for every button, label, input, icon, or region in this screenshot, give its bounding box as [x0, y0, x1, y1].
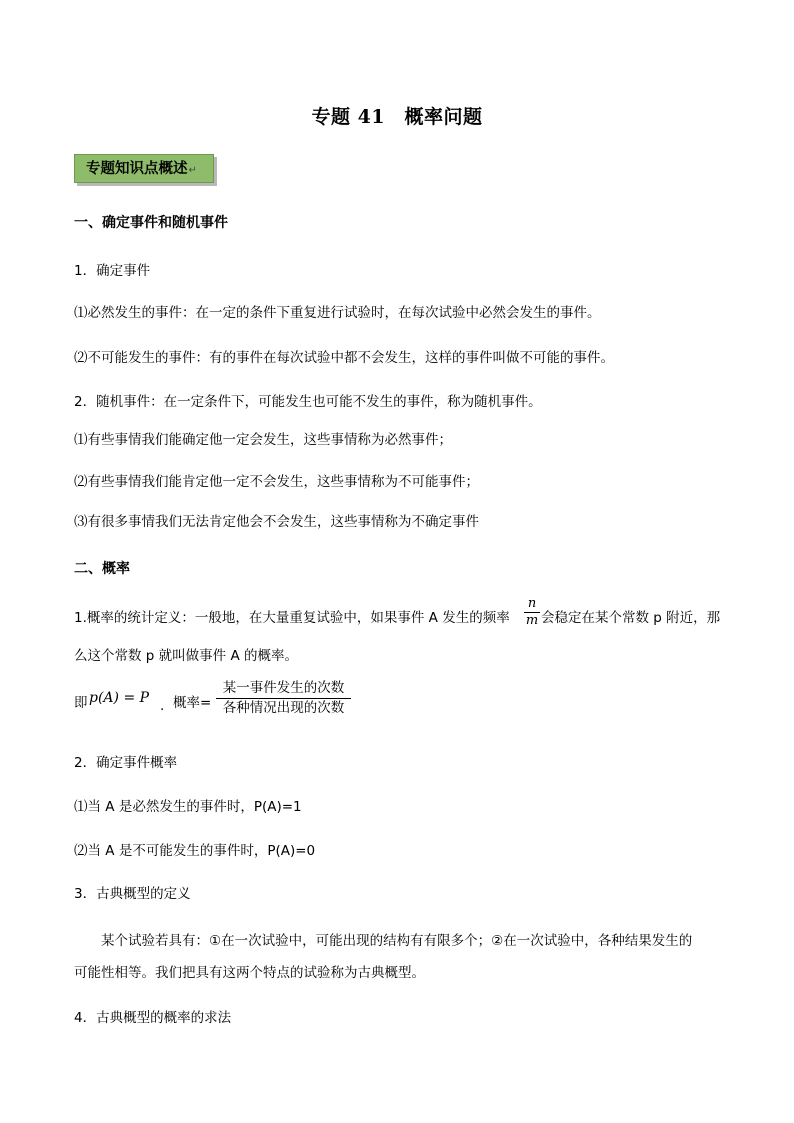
probability-numerator: 某一事件发生的次数: [222, 680, 345, 696]
s2-item3-line2: 可能性相等。我们把具有这两个特点的试验称为古典概型。: [74, 965, 425, 981]
item1-title: 1．确定事件: [74, 263, 151, 279]
probability-formula: p(A) = P: [89, 690, 150, 706]
page-title: 专题 41 概率问题: [311, 106, 483, 128]
frequency-numerator: n: [527, 596, 537, 611]
s2-item2-sub1: ⑴当 A 是必然发生的事件时，P(A)=1: [74, 799, 302, 815]
s2-item3-line1: 某个试验若具有：①在一次试验中，可能出现的结构有有限多个；②在一次试验中，各种结果发生的: [101, 933, 693, 949]
badge-label: 专题知识点概述: [86, 161, 188, 177]
formula-prefix: 即: [74, 695, 88, 711]
definition-part1: 1.概率的统计定义：一般地，在大量重复试验中，如果事件 A 发生的频率: [74, 610, 510, 626]
definition-part2: 会稳定在某个常数 p 附近，那: [541, 610, 721, 626]
item1-sub1: ⑴必然发生的事件：在一定的条件下重复进行试验时，在每次试验中必然会发生的事件。: [74, 305, 601, 321]
return-mark-icon: ↵: [188, 165, 197, 176]
fraction-bar: [216, 698, 351, 699]
frequency-denominator: m: [525, 613, 539, 628]
s2-item2-sub2: ⑵当 A 是不可能发生的事件时，P(A)=0: [74, 843, 316, 859]
probability-fraction: [216, 680, 351, 717]
item2-sub1: ⑴有些事情我们能确定他一定会发生，这些事情称为必然事件；: [74, 432, 452, 448]
item2-title: 2．随机事件：在一定条件下，可能发生也可能不发生的事件，称为随机事件。: [74, 394, 542, 410]
item2-sub2: ⑵有些事情我们能肯定他一定不会发生，这些事情称为不可能事件；: [74, 474, 479, 490]
probability-denominator: 各种情况出现的次数: [222, 700, 345, 716]
s2-item4-title: 4．古典概型的概率的求法: [74, 1010, 232, 1026]
frequency-fraction: [524, 597, 540, 628]
s2-item3-title: 3．古典概型的定义: [74, 886, 191, 902]
section1-heading: 一、确定事件和随机事件: [74, 215, 228, 231]
s2-item2-title: 2．确定事件概率: [74, 755, 178, 771]
item1-sub2: ⑵不可能发生的事件：有的事件在每次试验中都不会发生，这样的事件叫做不可能的事件。: [74, 350, 614, 366]
formula-dot: .: [160, 698, 165, 714]
item2-sub3: ⑶有很多事情我们无法肯定他会不会发生，这些事情称为不确定事件: [74, 514, 479, 530]
section2-heading: 二、概率: [74, 561, 130, 577]
formula-label: 概率=: [173, 695, 212, 711]
section-badge: [74, 154, 214, 183]
definition-line2: 么这个常数 p 就叫做事件 A 的概率。: [74, 648, 298, 664]
